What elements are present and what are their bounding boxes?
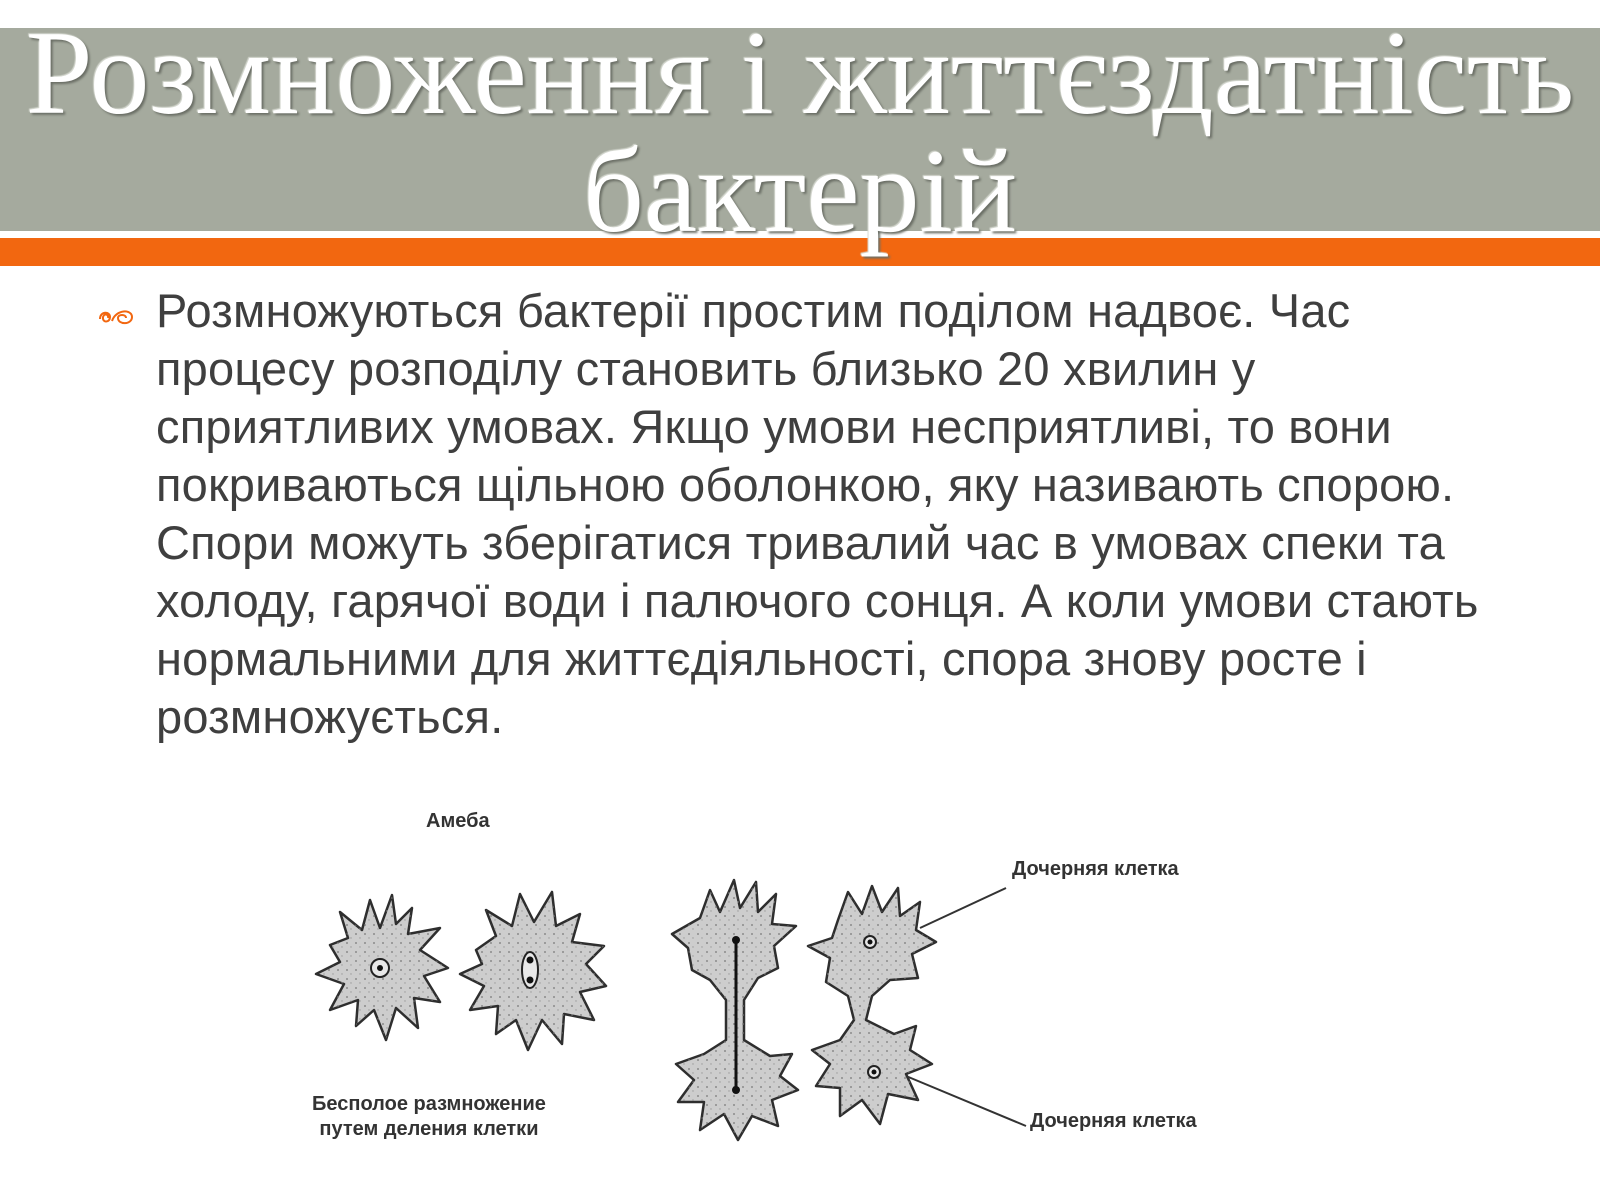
amoeba-cell-1 (316, 895, 448, 1040)
slide-title-line-2: бактерій (582, 124, 1018, 257)
amoeba-division-figure (300, 810, 1260, 1190)
figure-caption-line-2: путем деления клетки (319, 1118, 539, 1140)
amoeba-cell-2 (460, 892, 606, 1050)
pointer-line-2 (906, 1076, 1026, 1126)
slide-title (0, 6, 1600, 257)
figure-caption-line-1: Бесполое размножение (312, 1093, 546, 1115)
bullet-item (96, 282, 1516, 746)
label-amoeba: Амеба (426, 810, 490, 832)
figure-caption (312, 1092, 546, 1142)
swirl-bullet-icon (96, 305, 136, 329)
label-daughter-cell-2: Дочерняя клетка (1030, 1110, 1197, 1132)
label-daughter-cell-1: Дочерняя клетка (1012, 858, 1179, 880)
bullet-text: Розмножуються бактерії простим поділом надвоє. Час процесу розподілу становить близько 20 хвилин у сприятливих умовах. Якщо умови несприятливі, то вони покриваються щільною оболонкою, яку називають спорою. Спори можуть зберігатися тривалий час в умовах спеки та холоду, гарячої води і палючого сонця. А коли умови стають нормальними для життєдіяльності, спора знову росте і розмножується. (156, 284, 1479, 743)
amoeba-daughter-cells (808, 886, 936, 1124)
pointer-line-1 (920, 888, 1006, 928)
slide-title-line-1: Розмноження і життєздатність (25, 6, 1575, 139)
amoeba-cell-dividing (672, 880, 798, 1140)
